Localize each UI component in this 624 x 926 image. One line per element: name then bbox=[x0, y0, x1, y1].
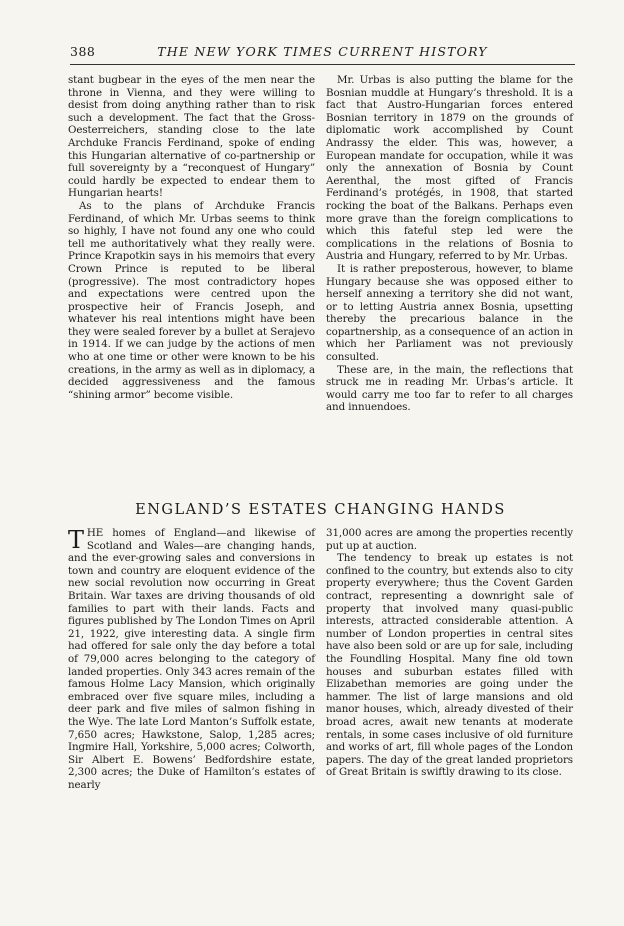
paragraph: 31,000 acres are among the properties recently put up at auction. bbox=[326, 527, 573, 552]
paragraph: These are, in the main, the reflections that struck me in reading Mr. Urbas’s article. It would carry me too far to refer to all charges and innuendoes. bbox=[326, 363, 573, 414]
paragraph: The tendency to break up estates is not confined to the country, but extends also to city property everywhere; thus the Covent Garden contract, representing a downright sale of property that involved many quasi-public interests, attracted considerable attention. A number of London properties in central sites have also been sold or are up for sale, including the Foundling Hospital. Many fine old town houses and suburban estates filled with Elizabethan memories are going under the hammer. The list of large mansions and old manor houses, which, already divested of their broad acres, await new tenants at moderate rentals, in some cases inclusive of old furniture and works of art, fill whole pages of the London papers. The day of the great landed proprietors of Great Britain is swiftly drawing to its close. bbox=[326, 552, 573, 779]
paragraph: As to the plans of Archduke Francis Ferdinand, of which Mr. Urbas seems to think so highly, I have not found any one who could tell me authoritatively what they really were. Prince Krapotkin says in his memoirs that every Crown Prince is reputed to be liberal (progressive). The most contradictory hopes and expectations were centred upon the prospective heir of Francis Joseph, and whatever his real intentions might have been they were sealed forever by a bullet at Serajevo in 1914. If we can judge by the actions of men who at one time or other were known to be his creations, in the army as well as in diplomacy, a decided aggressiveness and the famous “shining armor” become visible. bbox=[68, 199, 315, 401]
drop-cap: T bbox=[68, 526, 84, 554]
lower-left-column bbox=[68, 527, 315, 791]
page-number: 388 bbox=[70, 44, 96, 59]
running-title: THE NEW YORK TIMES CURRENT HISTORY bbox=[157, 44, 488, 59]
upper-right-column bbox=[326, 74, 573, 414]
page-header bbox=[70, 44, 575, 66]
paragraph: Mr. Urbas is also putting the blame for the Bosnian muddle at Hungary’s threshold. It is a fact that Austro-Hungarian forces entered Bosnian territory in 1879 on the grounds of diplomatic work accomplished by Count Andrassy the elder. This was, however, a European mandate for occupation, while it was only the annexation of Bosnia by Count Aerenthal, the most gifted of Francis Ferdinand’s protégés, in 1908, that started rocking the boat of the Balkans. Perhaps even more grave than the foreign complications to which this fateful step led were the complications in the relations of Bosnia to Austria and Hungary, referred to by Mr. Urbas. bbox=[326, 74, 573, 263]
article-title: ENGLAND’S ESTATES CHANGING HANDS bbox=[135, 502, 506, 518]
paragraph-text: HE homes of England—and likewise of Scotland and Wales—are changing hands, and the ever-growing sales and conversions in town and country are eloquent evidence of the new social revolution now occurring in Great Britain. War taxes are driving thousands of old families to part with their lands. Facts and figures published by The London Times on April 21, 1922, give interesting data. A single firm had offered for sale only the day before a total of 79,000 acres belonging to the category of landed properties. Only 343 acres remain of the famous Holme Lacy Mansion, which originally embraced over five square miles, including a deer park and five miles of salmon fishing in the Wye. The late Lord Manton’s Suffolk estate, 7,650 acres; Hawkstone, Salop, 1,285 acres; Ingmire Hall, Yorkshire, 5,000 acres; Colworth, Sir Albert E. Bowens’ Bedfordshire estate, 2,300 acres; the Duke of Hamilton’s estates of nearly bbox=[68, 527, 315, 791]
header-rule bbox=[70, 64, 575, 65]
paragraph: stant bugbear in the eyes of the men near the throne in Vienna, and they were willing to desist from doing anything rather than to risk such a development. The fact that the Gross-Oesterreichers, standing close to the late Archduke Francis Ferdinand, spoke of ending this Hungarian alternative of co-partnership or full sovereignty by a “reconquest of Hungary” could hardly be expected to endear them to Hungarian hearts! bbox=[68, 74, 315, 200]
paragraph: It is rather preposterous, however, to blame Hungary because she was opposed either to herself annexing a territory she did not want, or to letting Austria annex Bosnia, upsetting thereby the precarious balance in the copartnership, as a consequence of an action in which her Parliament was not previously consulted. bbox=[326, 262, 573, 364]
upper-left-column bbox=[68, 74, 315, 401]
lower-right-column bbox=[326, 527, 573, 779]
paragraph bbox=[68, 527, 315, 791]
